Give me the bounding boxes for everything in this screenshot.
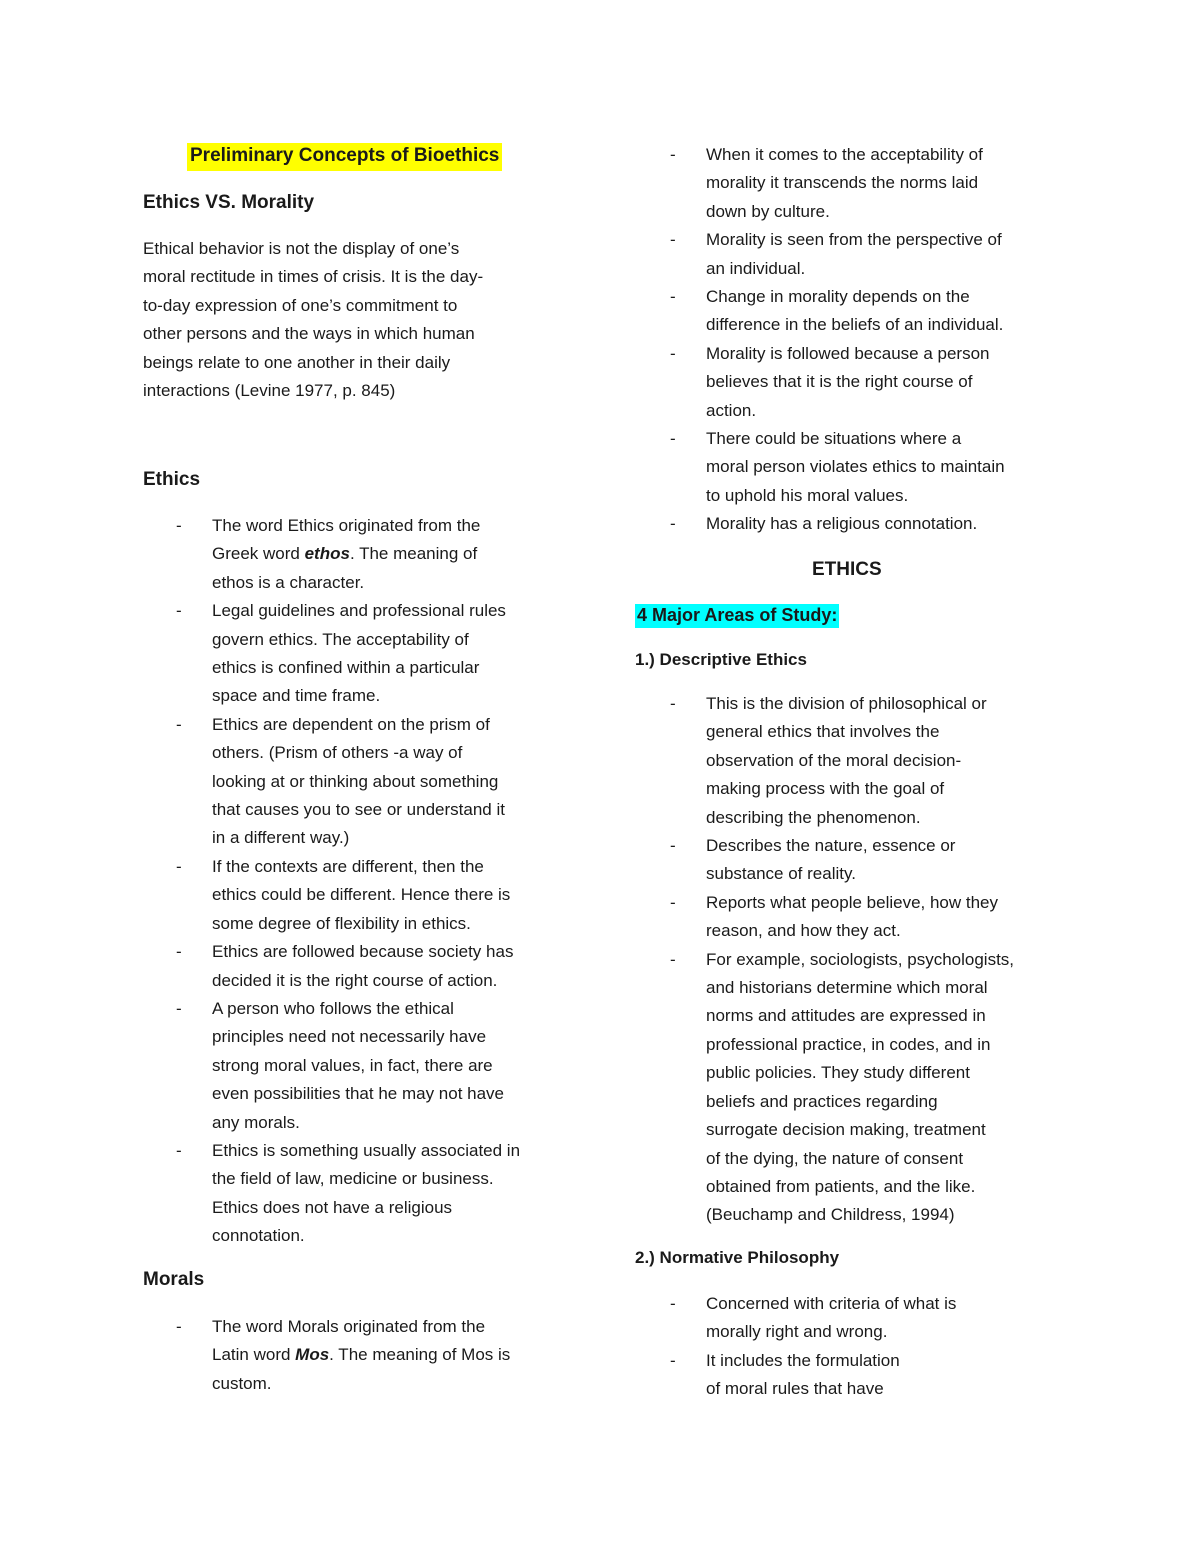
normative-bullet-list xyxy=(637,1290,1078,1404)
list-item xyxy=(143,1313,584,1398)
list-item xyxy=(637,283,1078,340)
list-item-line: space and time frame. xyxy=(212,686,381,706)
list-item-line: general ethics that involves the xyxy=(706,722,940,742)
heading-ethics: Ethics xyxy=(143,469,201,490)
list-item-line: beliefs and practices regarding xyxy=(706,1091,938,1111)
list-item-line: in a different way.) xyxy=(212,828,350,848)
intro-line: other persons and the ways in which human xyxy=(143,324,475,344)
list-item-line: Latin word Mos. The meaning of Mos is xyxy=(212,1345,511,1365)
intro-line: Ethical behavior is not the display of one’s xyxy=(143,239,460,258)
list-item xyxy=(143,512,584,597)
dash-bullet-icon: - xyxy=(670,514,676,534)
list-item-line: believes that it is the right course of xyxy=(706,372,973,392)
list-item-line: Ethics does not have a religious xyxy=(212,1197,453,1217)
list-item-line: (Beuchamp and Childress, 1994) xyxy=(706,1205,955,1225)
list-item-line: decided it is the right course of action. xyxy=(212,970,498,990)
heading-ethics-caps: ETHICS xyxy=(812,559,882,580)
intro-paragraph xyxy=(143,235,543,405)
major-areas-label: 4 Major Areas of Study: xyxy=(635,604,839,628)
list-item-line: principles need not necessarily have xyxy=(212,1027,487,1047)
list-item-line: obtained from patients, and the like. xyxy=(706,1176,976,1196)
list-item-line: public policies. They study different xyxy=(706,1063,970,1083)
list-item-line: Greek word ethos. The meaning of xyxy=(212,544,478,564)
list-item-line: describing the phenomenon. xyxy=(706,807,921,827)
list-item-line: morally right and wrong. xyxy=(706,1322,888,1342)
list-item-line: professional practice, in codes, and in xyxy=(706,1034,991,1054)
list-item-line: an individual. xyxy=(706,258,806,278)
dash-bullet-icon: - xyxy=(176,942,182,962)
list-item-line: even possibilities that he may not have xyxy=(212,1084,505,1104)
list-item-line: This is the division of philosophical or xyxy=(706,694,987,713)
list-item-line: When it comes to the acceptability of xyxy=(706,145,983,164)
list-item-line: substance of reality. xyxy=(706,864,856,884)
ethics-bullet-list xyxy=(143,512,584,1251)
list-item-line: connotation. xyxy=(212,1226,305,1246)
list-item xyxy=(637,889,1078,946)
list-item-line: If the contexts are different, then the xyxy=(212,856,484,876)
list-item-line: Describes the nature, essence or xyxy=(706,836,956,856)
dash-bullet-icon: - xyxy=(176,714,182,734)
list-item xyxy=(143,938,584,995)
dash-bullet-icon: - xyxy=(176,856,182,876)
dash-bullet-icon: - xyxy=(670,694,676,713)
dash-bullet-icon: - xyxy=(176,601,182,621)
dash-bullet-icon: - xyxy=(670,343,676,363)
list-item-line: norms and attitudes are expressed in xyxy=(706,1006,986,1026)
list-item-line: looking at or thinking about something xyxy=(212,771,499,791)
list-item-line: Legal guidelines and professional rules xyxy=(212,601,506,621)
dash-bullet-icon: - xyxy=(176,1140,182,1160)
list-item-line: custom. xyxy=(212,1373,272,1393)
list-item-line: reason, and how they act. xyxy=(706,921,901,941)
dash-bullet-icon: - xyxy=(670,230,676,250)
list-item-line: any morals. xyxy=(212,1112,300,1132)
list-item-line: The word Morals originated from the xyxy=(212,1317,486,1336)
list-item-line: Ethics are followed because society has xyxy=(212,942,514,962)
list-item xyxy=(637,340,1078,425)
list-item-line: ethics could be different. Hence there is xyxy=(212,885,511,905)
list-item-line: Morality is followed because a person xyxy=(706,343,990,363)
list-item-line: Morality is seen from the perspective of xyxy=(706,230,1002,250)
list-item-line: For example, sociologists, psychologists, xyxy=(706,949,1015,969)
list-item xyxy=(637,690,1078,832)
list-item-line: There could be situations where a xyxy=(706,429,962,449)
dash-bullet-icon: - xyxy=(176,1317,182,1336)
list-item-line: It includes the formulation xyxy=(706,1350,900,1370)
list-item-line: down by culture. xyxy=(706,201,830,221)
list-item-line: Ethics are dependent on the prism of xyxy=(212,714,490,734)
dash-bullet-icon: - xyxy=(176,998,182,1018)
descriptive-ethics-heading: 1.) Descriptive Ethics xyxy=(635,650,807,669)
dash-bullet-icon: - xyxy=(670,892,676,912)
list-item-line: action. xyxy=(706,400,757,420)
list-item-line: ethos is a character. xyxy=(212,572,365,592)
page-title: Preliminary Concepts of Bioethics xyxy=(187,143,502,171)
emphasis-term: ethos xyxy=(304,544,350,564)
intro-line: beings relate to one another in their daily xyxy=(143,352,451,372)
dash-bullet-icon: - xyxy=(670,836,676,856)
list-item xyxy=(143,1137,584,1251)
list-item-line: Change in morality depends on the xyxy=(706,287,970,307)
dash-bullet-icon: - xyxy=(670,287,676,307)
list-item xyxy=(637,226,1078,283)
list-item-line: Concerned with criteria of what is xyxy=(706,1294,957,1313)
list-item xyxy=(143,853,584,938)
list-item xyxy=(637,832,1078,889)
list-item xyxy=(637,946,1078,1230)
list-item-line: The word Ethics originated from the xyxy=(212,516,481,535)
intro-line: to-day expression of one’s commitment to xyxy=(143,295,458,315)
morality-bullet-list xyxy=(637,141,1078,539)
list-item xyxy=(143,995,584,1137)
list-item xyxy=(143,711,584,853)
list-item-line: moral person violates ethics to maintain xyxy=(706,457,1005,477)
intro-line: moral rectitude in times of crisis. It is the day- xyxy=(143,267,484,287)
morals-bullet-list xyxy=(143,1313,584,1398)
list-item xyxy=(637,425,1078,510)
list-item xyxy=(637,1290,1078,1347)
normative-philosophy-heading: 2.) Normative Philosophy xyxy=(635,1248,840,1267)
heading-morals: Morals xyxy=(143,1269,205,1290)
list-item-line: surrogate decision making, treatment xyxy=(706,1120,986,1140)
list-item-line: difference in the beliefs of an individual. xyxy=(706,315,1004,335)
list-item-line: ethics is confined within a particular xyxy=(212,658,480,678)
list-item-line: making process with the goal of xyxy=(706,779,945,799)
list-item-line: the field of law, medicine or business. xyxy=(212,1169,494,1189)
list-item-line: that causes you to see or understand it xyxy=(212,800,505,820)
emphasis-term: Mos xyxy=(295,1345,330,1365)
list-item xyxy=(637,141,1078,226)
list-item-line: to uphold his moral values. xyxy=(706,485,909,505)
list-item xyxy=(637,510,1078,538)
descriptive-bullet-list xyxy=(637,690,1078,1230)
dash-bullet-icon: - xyxy=(670,1294,676,1313)
list-item-line: Ethics is something usually associated in xyxy=(212,1140,521,1160)
list-item-line: some degree of flexibility in ethics. xyxy=(212,913,471,933)
list-item-line: strong moral values, in fact, there are xyxy=(212,1055,493,1075)
list-item xyxy=(637,1347,1078,1404)
list-item-line: Morality has a religious connotation. xyxy=(706,514,978,534)
dash-bullet-icon: - xyxy=(670,1350,676,1370)
list-item-line: and historians determine which moral xyxy=(706,978,988,998)
dash-bullet-icon: - xyxy=(670,145,676,164)
heading-ethics-vs-morality: Ethics VS. Morality xyxy=(143,192,315,213)
dash-bullet-icon: - xyxy=(670,949,676,969)
list-item-line: morality it transcends the norms laid xyxy=(706,173,979,193)
list-item xyxy=(143,597,584,711)
list-item-line: govern ethics. The acceptability of xyxy=(212,629,469,649)
list-item-line: of moral rules that have xyxy=(706,1379,884,1399)
intro-line: interactions (Levine 1977, p. 845) xyxy=(143,381,396,401)
major-areas-heading xyxy=(635,603,839,627)
dash-bullet-icon: - xyxy=(670,429,676,449)
list-item-line: observation of the moral decision- xyxy=(706,750,962,770)
dash-bullet-icon: - xyxy=(176,516,182,535)
list-item-line: A person who follows the ethical xyxy=(212,998,454,1018)
list-item-line: others. (Prism of others -a way of xyxy=(212,743,463,763)
list-item-line: Reports what people believe, how they xyxy=(706,892,999,912)
list-item-line: of the dying, the nature of consent xyxy=(706,1148,964,1168)
